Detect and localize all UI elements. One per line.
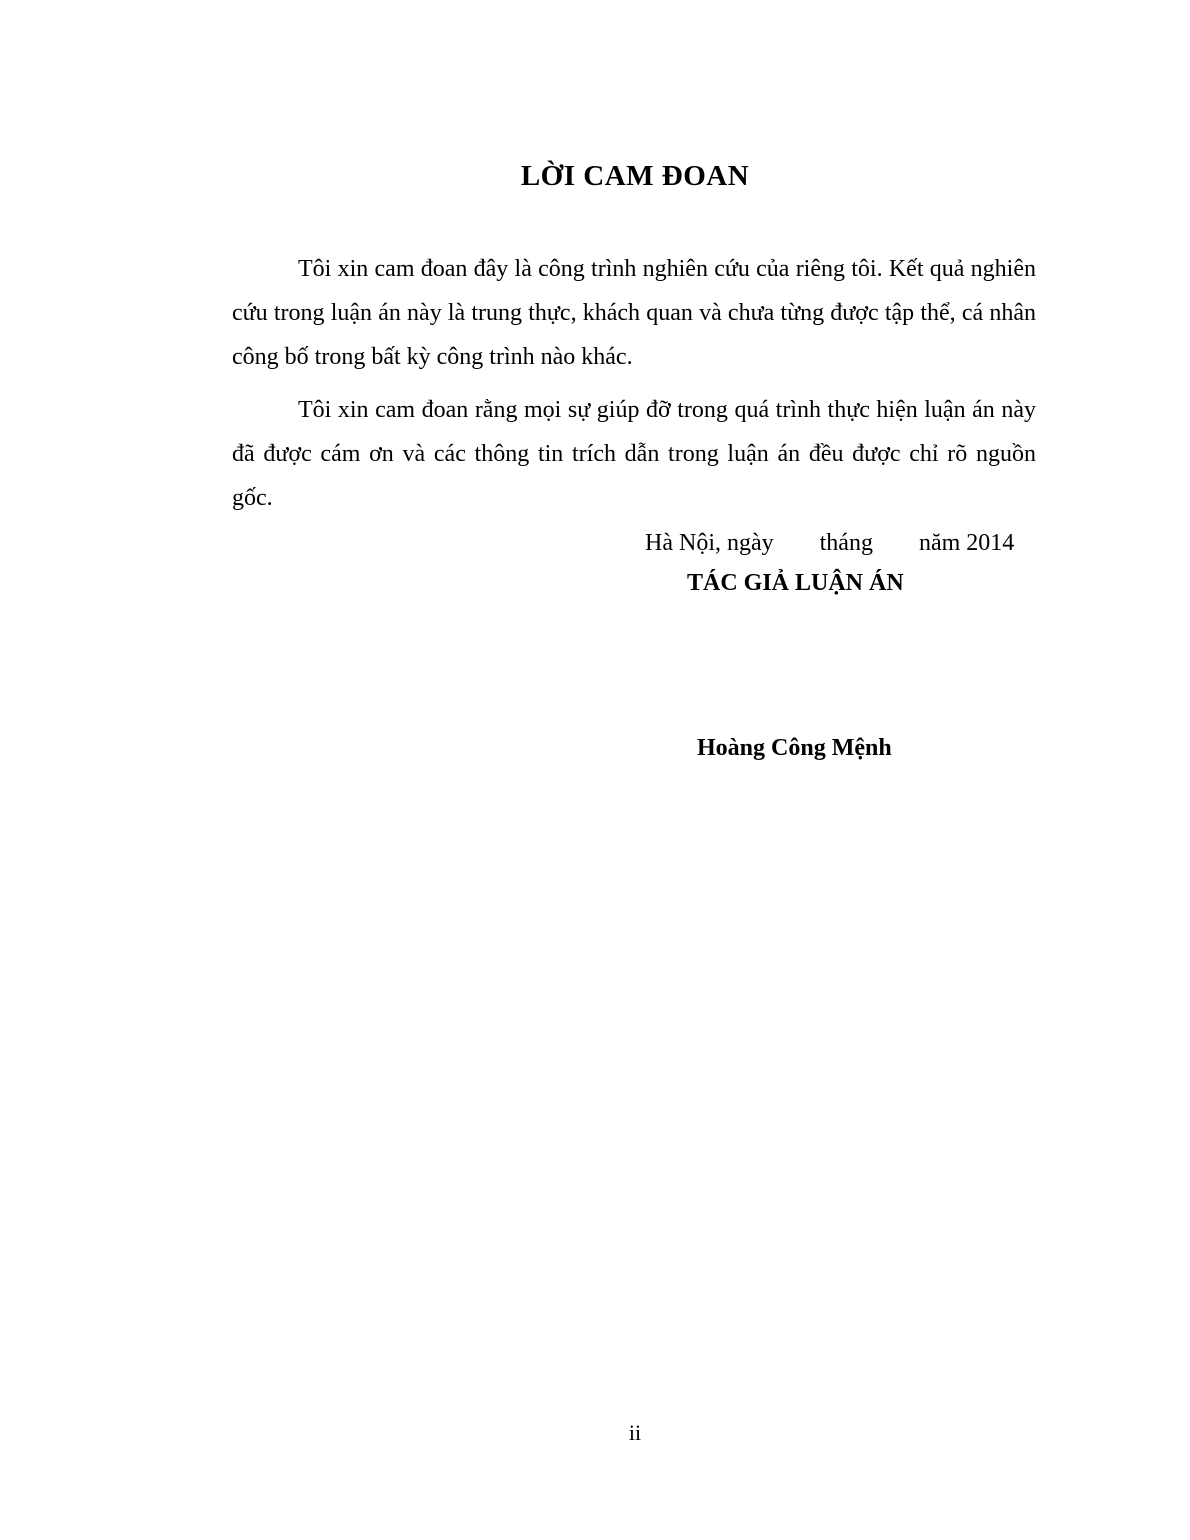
date-line (645, 526, 1014, 560)
page-number: ii (628, 1420, 642, 1445)
page-title: LỜI CAM ĐOAN (520, 160, 750, 192)
paragraph-declaration: Tôi xin cam đoan đây là công trình nghiên cứu của riêng tôi. Kết quả nghiên cứu trong luận án này là trung thực, khách quan và chưa từng được tập thể, cá nhân công bố trong bất kỳ công trình nào khác. (232, 256, 1036, 370)
author-label: TÁC GIẢ LUẬN ÁN (687, 570, 904, 596)
author-name: Hoàng Công Mệnh (697, 735, 892, 761)
date-year: năm 2014 (918, 530, 1015, 556)
paragraph-acknowledgement: Tôi xin cam đoan rằng mọi sự giúp đỡ trong quá trình thực hiện luận án này đã được cám ơn và các thông tin trích dẫn trong luận án đều được chỉ rõ nguồn gốc. (232, 397, 1036, 511)
date-place-day: Hà Nội, ngày (645, 530, 774, 556)
date-month: tháng (819, 530, 873, 556)
